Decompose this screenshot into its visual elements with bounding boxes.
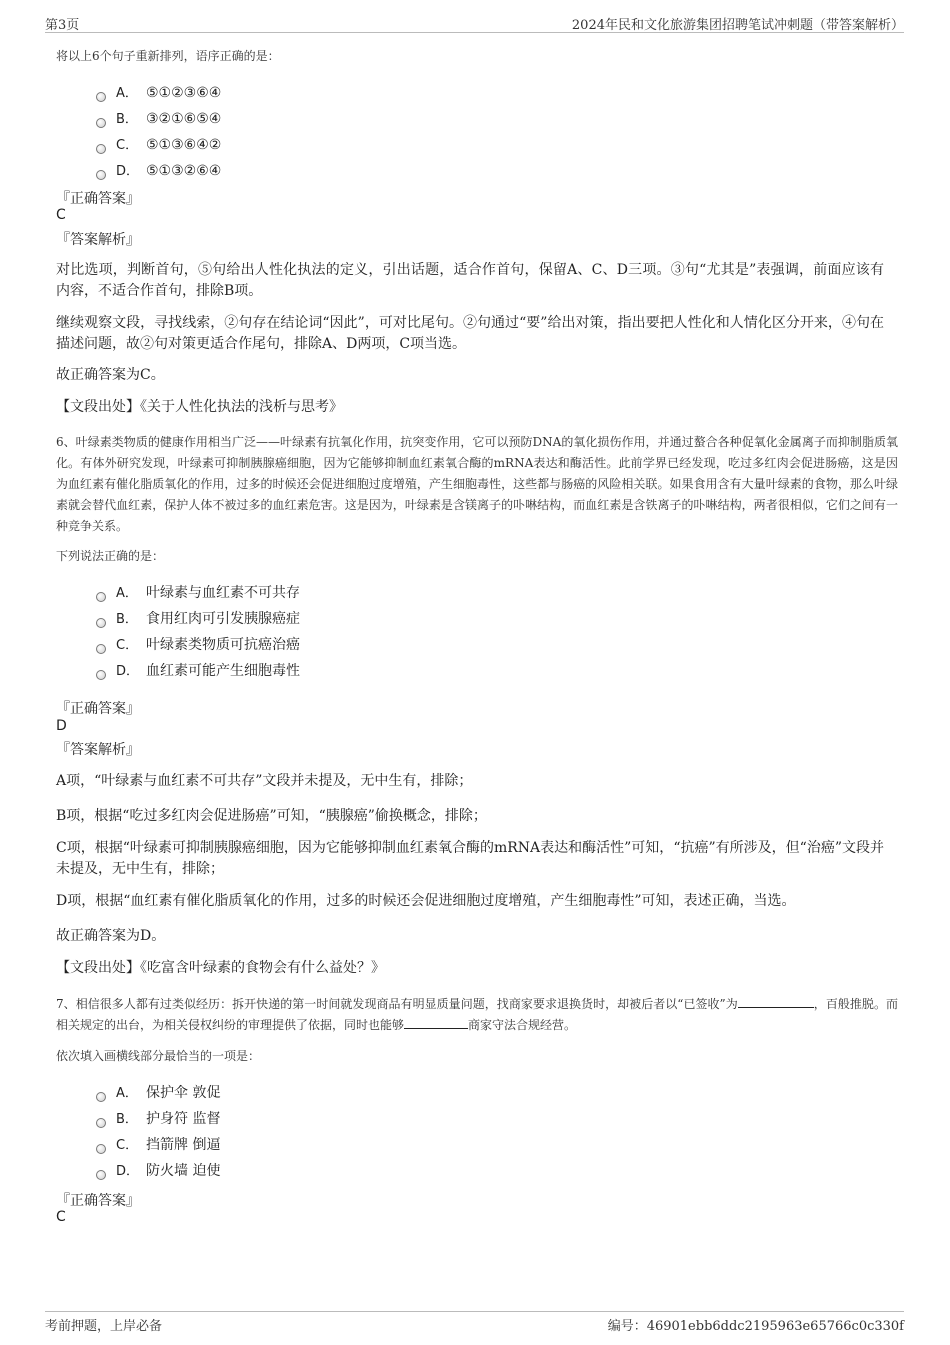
- document-id: 编号：46901ebb6ddc2195963e65766c0c330f: [607, 1319, 904, 1334]
- q5-option-a[interactable]: A． ⑤①②③⑥④: [96, 82, 221, 104]
- radio-icon[interactable]: [96, 118, 106, 128]
- q5-answer-label: 『正确答案』: [56, 191, 140, 207]
- page-header: [45, 12, 904, 33]
- q7-prompt: 依次填入画横线部分最恰当的一项是：: [56, 1049, 261, 1063]
- q5-answer: C: [56, 207, 66, 223]
- radio-icon[interactable]: [96, 1144, 106, 1154]
- q5-analysis-paragraph: 对比选项，判断首句，⑤句给出人性化执法的定义，引出话题，适合作首句，保留A、C、D三项。③句“尤其是”表强调，前面应该有内容，不适合作首句，排除B项。: [56, 262, 884, 299]
- radio-icon[interactable]: [96, 644, 106, 654]
- radio-icon[interactable]: [96, 1092, 106, 1102]
- radio-icon[interactable]: [96, 1118, 106, 1128]
- q6-answer: D: [56, 718, 67, 734]
- q6-source: 【文段出处】《吃富含叶绿素的食物会有什么益处？》: [56, 960, 385, 976]
- q5-source: 【文段出处】《关于人性化执法的浅析与思考》: [56, 399, 343, 415]
- fill-blank-2: [404, 1016, 468, 1029]
- q6-option-c[interactable]: C． 叶绿素类物质可抗癌治癌: [96, 634, 300, 656]
- footer-slogan: 考前押题，上岸必备: [45, 1319, 163, 1334]
- q7-option-d[interactable]: D． 防火墙 迫使: [96, 1160, 220, 1182]
- q7-passage: 7、相信很多人都有过类似经历：拆开快递的第一时间就发现商品有明显质量问题，找商家要求退换货时，却被后者以“已签收”为 ，百般推脱。而相关规定的出台，为相关侵权纠纷的审理提供了依据，同时也能够 商家守法合规经营。: [56, 997, 898, 1032]
- fill-blank-1: [738, 995, 814, 1008]
- q7-option-a[interactable]: A． 保护伞 敦促: [96, 1082, 220, 1104]
- q6-option-a[interactable]: A． 叶绿素与血红素不可共存: [96, 582, 300, 604]
- q6-analysis-b: B项，根据“吃过多红肉会促进肠癌”可知，“胰腺癌”偷换概念，排除；: [56, 808, 487, 824]
- q7-answer-label: 『正确答案』: [56, 1193, 140, 1209]
- radio-icon[interactable]: [96, 92, 106, 102]
- q7-option-c[interactable]: C． 挡箭牌 倒逼: [96, 1134, 220, 1156]
- q5-option-c[interactable]: C． ⑤①③⑥④②: [96, 134, 221, 156]
- q6-analysis-label: 『答案解析』: [56, 742, 140, 758]
- q6-analysis-d: D项，根据“血红素有催化脂质氧化的作用，过多的时候还会促进细胞过度增殖，产生细胞毒性”可知，表述正确，当选。: [56, 893, 796, 909]
- q6-passage: 6、叶绿素类物质的健康作用相当广泛——叶绿素有抗氧化作用，抗突变作用，它可以预防DNA的氧化损伤作用，并通过螯合各种促氧化金属离子而抑制脂质氧化。有体外研究发现，叶绿素可抑制胰腺癌细胞，因为它能够抑制血红素氧合酶的mRNA表达和酶活性。此前学界已经发现，吃过多红肉会促进肠癌，这是因为血红素有催化脂质氧化的作用，过多的时候还会促进细胞过度增殖，产生细胞毒性，这些都与肠癌的风险相关联。如果食用含有大量叶绿素的食物，那么叶绿素就会替代血红素，保护人体不被过多的血红素危害。这是因为，叶绿素是含镁离子的卟啉结构，而血红素是含铁离子的卟啉结构，两者很相似，它们之间有一种竞争关系。: [56, 435, 898, 533]
- q7-option-b[interactable]: B． 护身符 监督: [96, 1108, 220, 1130]
- radio-icon[interactable]: [96, 1170, 106, 1180]
- q5-prompt: 将以上6个句子重新排列，语序正确的是：: [56, 49, 280, 63]
- radio-icon[interactable]: [96, 618, 106, 628]
- q5-analysis-label: 『答案解析』: [56, 232, 140, 248]
- q6-answer-label: 『正确答案』: [56, 701, 140, 717]
- radio-icon[interactable]: [96, 592, 106, 602]
- q7-answer: C: [56, 1209, 66, 1225]
- q5-conclusion: 故正确答案为C。: [56, 367, 165, 383]
- page-footer: [45, 1311, 904, 1338]
- page-number: 第3页: [45, 18, 80, 33]
- q6-prompt: 下列说法正确的是：: [56, 549, 165, 563]
- radio-icon[interactable]: [96, 144, 106, 154]
- radio-icon[interactable]: [96, 170, 106, 180]
- q6-analysis-c: C项，根据“叶绿素可抑制胰腺癌细胞，因为它能够抑制血红素氧合酶的mRNA表达和酶活性”可知，“抗癌”有所涉及，但“治癌”文段并未提及，无中生有，排除；: [56, 840, 884, 877]
- q6-analysis-a: A项，“叶绿素与血红素不可共存”文段并未提及，无中生有，排除；: [56, 773, 473, 789]
- q5-option-d[interactable]: D． ⑤①③②⑥④: [96, 160, 221, 182]
- q6-option-b[interactable]: B． 食用红肉可引发胰腺癌症: [96, 608, 300, 630]
- document-title: 2024年民和文化旅游集团招聘笔试冲刺题（带答案解析）: [571, 18, 904, 33]
- q5-option-b[interactable]: B． ③②①⑥⑤④: [96, 108, 221, 130]
- radio-icon[interactable]: [96, 670, 106, 680]
- q5-analysis-paragraph: 继续观察文段，寻找线索，②句存在结论词“因此”，可对比尾句。②句通过“要”给出对策，指出要把人性化和人情化区分开来，④句在描述问题，故②句对策更适合作尾句，排除A、D两项，C项当选。: [56, 315, 884, 352]
- q6-option-d[interactable]: D． 血红素可能产生细胞毒性: [96, 660, 300, 682]
- q6-conclusion: 故正确答案为D。: [56, 928, 166, 944]
